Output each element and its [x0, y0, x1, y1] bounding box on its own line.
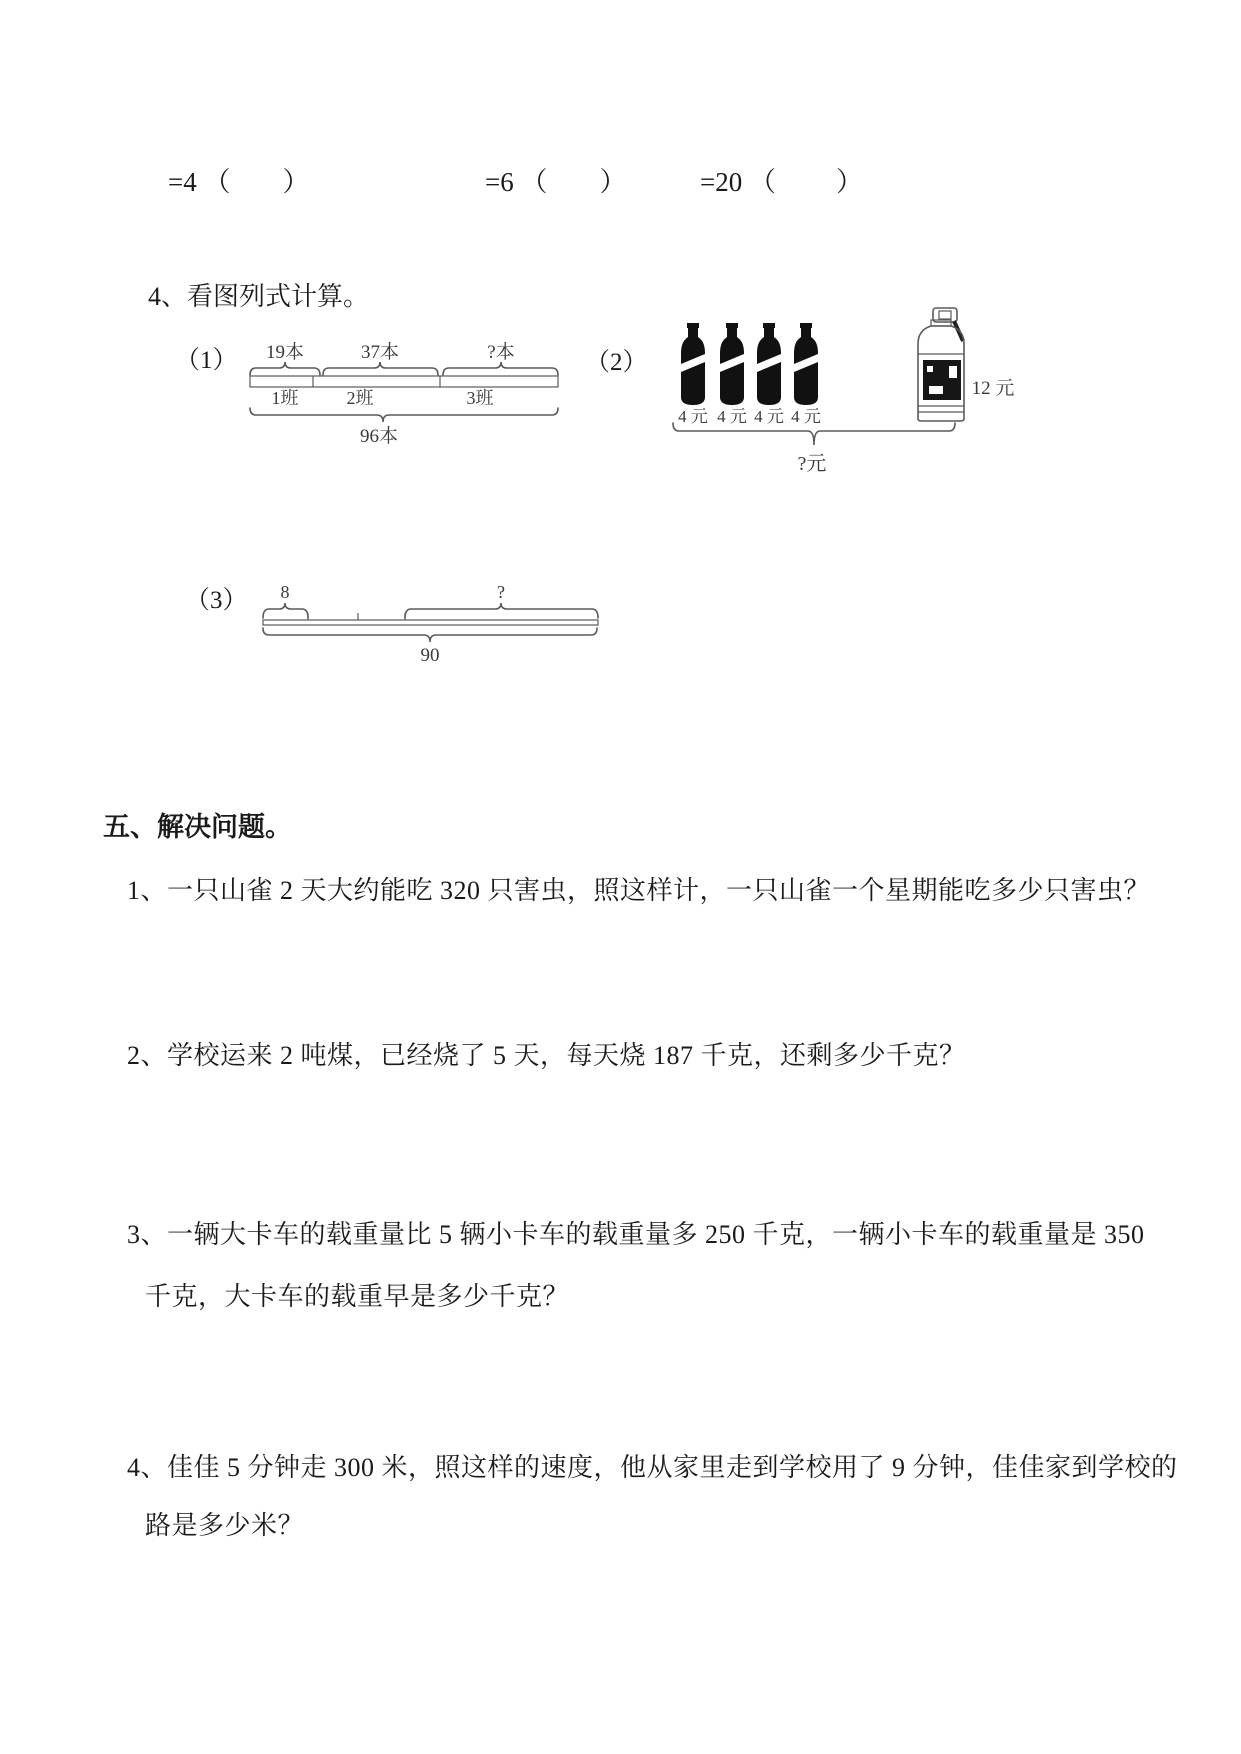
bottle-price-4: 4 元 [791, 407, 821, 426]
diagram1-top-label-2: 37本 [360, 342, 400, 363]
blank-value: =4 [168, 167, 197, 197]
problem-3-line2: 千克，大卡车的载重早是多少千克？ [145, 1282, 570, 1311]
paren-open: （ [203, 167, 231, 197]
bottle-price-1: 4 元 [678, 407, 708, 426]
problem-4-line2: 路是多少米？ [145, 1511, 305, 1540]
paren-open: （ [520, 167, 548, 197]
diagram3-total-label: 90 [420, 645, 440, 666]
cola-bottle-icon [794, 323, 818, 405]
brace-price-total [673, 423, 955, 445]
cola-bottle-icon [720, 323, 744, 405]
bottle-price-2: 4 元 [717, 407, 747, 426]
diagram3-bar [263, 620, 598, 625]
diagram3-label: （3） [185, 587, 248, 614]
brace-segment3 [443, 362, 558, 375]
brace-segment2 [323, 362, 438, 375]
diagram2-bottles-chart [655, 298, 1025, 480]
brace-90-total [263, 628, 597, 642]
diagram1-label: （1） [175, 347, 238, 374]
diagram3-question-label: ? [497, 582, 505, 602]
diagram1-seg-label-2: 2班 [346, 388, 374, 408]
fill-blank-1 [168, 160, 309, 199]
diagram1-seg-label-1: 1班 [271, 388, 299, 408]
section5-title: 五、解决问题。 [103, 812, 292, 842]
diagram2-label: （2） [585, 349, 648, 376]
brace-question-segment [405, 603, 598, 618]
paren-close: ） [599, 167, 627, 197]
diagram2-total-label: ?元 [797, 453, 827, 475]
diagram1-bar [250, 376, 558, 387]
jug-price-label: 12 元 [971, 378, 1015, 399]
blank-value: =6 [485, 167, 514, 197]
blank-value: =20 [700, 167, 743, 197]
problem-4-line1: 4、佳佳 5 分钟走 300 米，照这样的速度，他从家里走到学校用了 9 分钟，佳佳家到学校的 [127, 1453, 1178, 1482]
brace-first-segment [263, 603, 308, 618]
brace-segment1 [250, 362, 320, 375]
fill-blank-3 [700, 160, 863, 199]
paren-close: ） [835, 167, 863, 197]
diagram1-seg-label-3: 3班 [466, 388, 494, 408]
paren-close: ） [282, 167, 310, 197]
oil-jug-icon [918, 308, 964, 421]
diagram1-total-label: 96本 [359, 426, 399, 447]
bottle-price-3: 4 元 [754, 407, 784, 426]
question4-title: 4、看图列式计算。 [148, 282, 370, 311]
paren-open: （ [748, 167, 776, 197]
brace-total [250, 408, 558, 422]
diagram1-top-label-1: 19本 [265, 342, 305, 363]
problem-3-line1: 3、一辆大卡车的载重量比 5 辆小卡车的载重量多 250 千克，一辆小卡车的载重量是 350 [127, 1220, 1145, 1249]
fill-blank-2 [485, 160, 626, 199]
problem-2: 2、学校运来 2 吨煤，已经烧了 5 天，每天烧 187 千克，还剩多少千克？ [127, 1041, 966, 1070]
diagram3-first-label: 8 [280, 582, 290, 602]
diagram1-top-label-3: ?本 [487, 342, 515, 363]
diagram1-bar-chart [243, 336, 573, 451]
cola-bottle-icon [757, 323, 781, 405]
cola-bottle-icon [681, 323, 705, 405]
problem-1: 1、一只山雀 2 天大约能吃 320 只害虫，照这样计，一只山雀一个星期能吃多少只害虫？ [127, 876, 1151, 905]
diagram3-segment-chart [255, 578, 605, 666]
